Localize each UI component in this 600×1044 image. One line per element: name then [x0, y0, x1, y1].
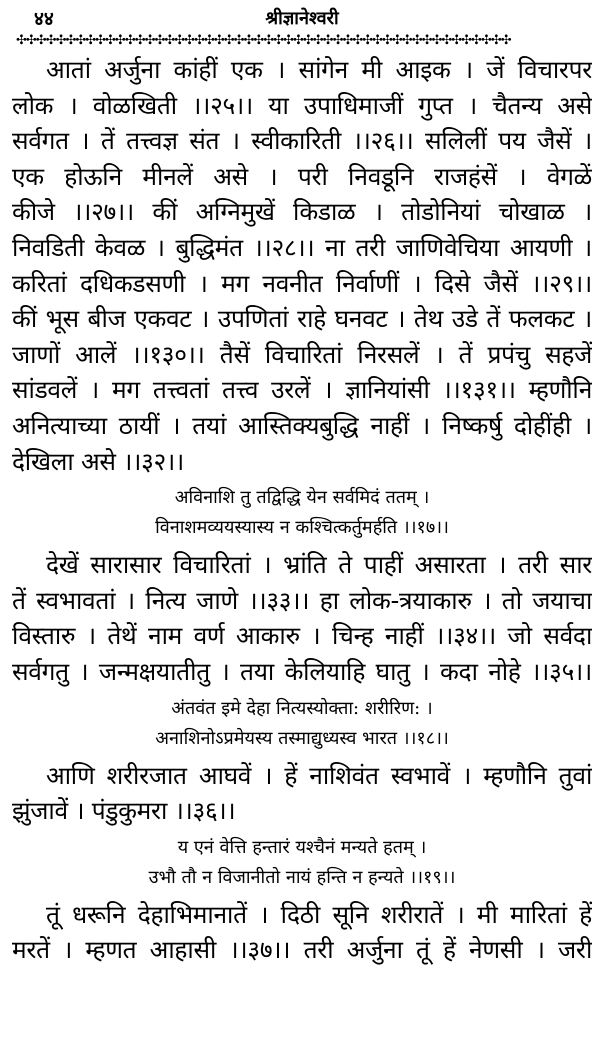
verse-line: अंतवंत इमे देहा नित्यस्योक्ता: शरीरिण: ।: [171, 697, 433, 719]
text-line: मरतें । म्हणत आहासी ।।३७।। तरी अर्जुना तूं हें नेणसी । जरी: [12, 935, 592, 965]
sanskrit-verse-18: [12, 694, 592, 754]
paragraph-1: [12, 52, 592, 479]
page-number: ४४: [34, 8, 54, 30]
verse-line: अनाशिनोऽप्रमेयस्य तस्माद्युध्यस्व भारत ।।१८।।: [155, 727, 449, 749]
paragraph-4: [12, 897, 592, 968]
text-line: तूं धरूनि देहाभिमानातें । दिठी सूनि शरीरातें । मी मारितां हें: [46, 899, 592, 929]
text-line: जाणों आलें ।।१३०।। तैसें विचारितां निरसलें । तें प्रपंचु सहजें: [12, 339, 592, 369]
text-line: विस्तारु । तेथें नाम वर्ण आकारु । चिन्ह नाहीं ।।३४।। जो सर्वदा: [12, 621, 592, 651]
ornamental-divider: ✣✣✣✣✣✣✣✣✣✣✣✣✣✣✣✣✣✣✣✣✣✣✣✣✣✣✣✣✣✣✣✣✣✣✣✣✣✣✣✣✣✣✣✣✣✣✣✣✣✣: [16, 34, 511, 48]
paragraph-3: [12, 758, 592, 829]
text-line: निवडिती केवळ । बुद्धिमंत ।।२८।। ना तरी जाणिवेचिया आयणी ।: [12, 232, 592, 262]
sanskrit-verse-19: [12, 833, 592, 893]
text-line: झुंजावें । पंडुकुमरा ।।३६।।: [12, 796, 236, 826]
paragraph-2: [12, 547, 592, 689]
verse-line: उभौ तौ न विजानीतो नायं हन्ति न हन्यते ।।१९।।: [148, 866, 456, 888]
verse-line: विनाशमव्ययस्यास्य न कश्चित्कर्तुमर्हति ।।१७।।: [155, 517, 449, 539]
text-line: देखिला असे ।।३२।।: [12, 446, 184, 476]
text-line: आतां अर्जुना कांहीं एक । सांगेन मी आइक । जें विचारपर: [46, 55, 592, 84]
verse-line: य एनं वेत्ति हन्तारं यश्चैनं मन्यते हतम् ।: [177, 836, 427, 858]
verse-line: अविनाशि तु तद्विद्धि येन सर्वमिदं ततम् ।: [174, 487, 430, 509]
text-line: एक होऊनि मीनलें असे । परी निवडूनि राजहंसें । वेगळें: [12, 161, 592, 191]
text-line: लोक । वोळखिती ।।२५।। या उपाधिमाजीं गुप्त । चैतन्य असे: [12, 90, 592, 120]
text-line: तें स्वभावतां । नित्य जाणे ।।३३।। हा लोक-त्रयाकारु । तो जयाचा: [12, 585, 592, 615]
text-line: कीजे ।।२७।। कीं अग्निमुखें किडाळ । तोडोनियां चोखाळ ।: [12, 197, 592, 227]
text-line: अनित्याच्या ठायीं । तयां आस्तिक्यबुद्धि नाहीं । निष्कर्षु दोहींही ।: [12, 410, 592, 440]
book-page: [0, 4, 600, 1044]
text-line: सर्वगतु । जन्मक्षयातीतु । तया केलियाहि घातु । कदा नोहे ।।३५।।: [12, 656, 592, 686]
text-line: सर्वगत । तें तत्त्वज्ञ संत । स्वीकारिती ।।२६।। सलिलीं पय जैसें ।: [12, 126, 592, 156]
text-line: कीं भूस बीज एकवट । उपणितां राहे घनवट । तेथ उडे तें फलकट ।: [12, 304, 592, 334]
text-line: सांडवलें । मग तत्त्वतां तत्त्व उरलें । ज्ञानियांसी ।।१३१।। म्हणौनि: [12, 375, 592, 405]
sanskrit-verse-17: [12, 483, 592, 543]
text-line: करितां दधिकडसणी । मग नवनीत निर्वाणीं । दिसे जैसें ।।२९।।: [12, 268, 592, 298]
text-line: देखें सारासार विचारितां । भ्रांति ते पाहीं असारता । तरी सार: [46, 550, 592, 580]
running-title: श्रीज्ञानेश्वरी: [265, 8, 339, 29]
text-line: आणि शरीरजात आघवें । हें नाशिवंत स्वभावें । म्हणौनि तुवां: [46, 760, 592, 790]
page-header: [12, 4, 592, 34]
